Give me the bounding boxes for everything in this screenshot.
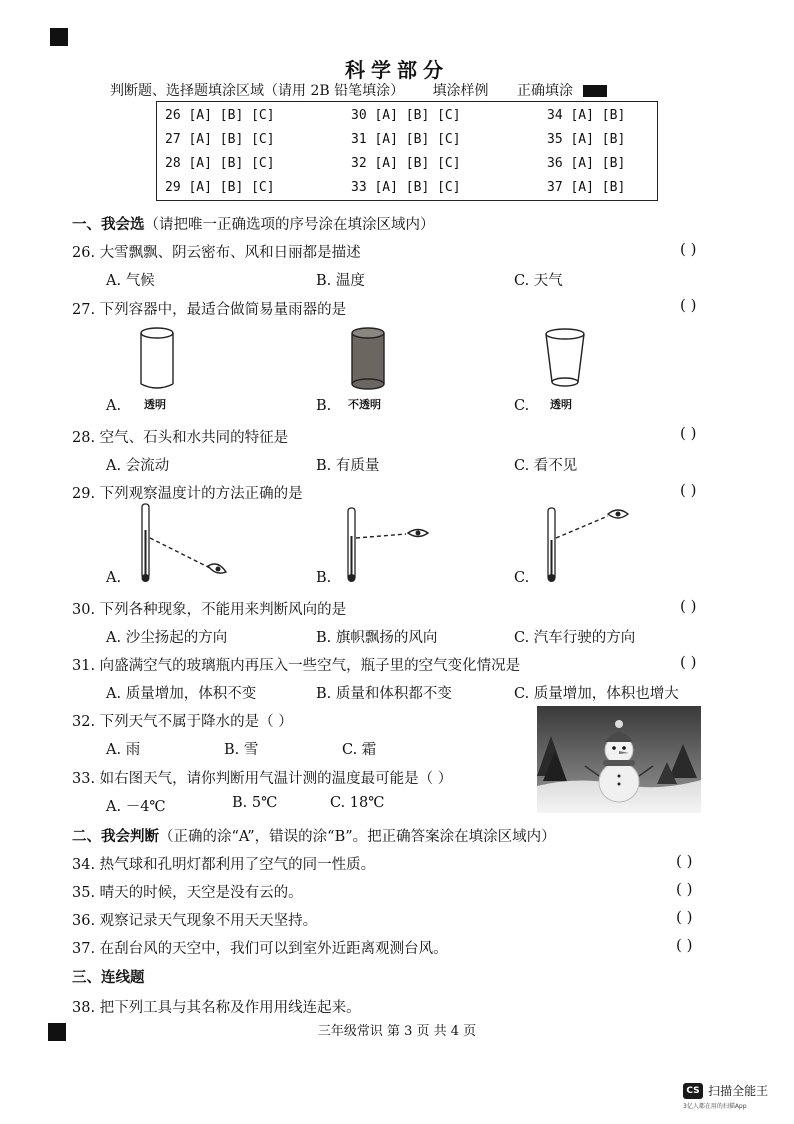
question-29: 29. 下列观察温度计的方法正确的是 — [72, 486, 303, 502]
section-heading-judge — [72, 825, 556, 846]
question-36: 36. 观察记录天气现象不用天天坚持。 — [72, 913, 318, 929]
option-b: B. 5℃ — [232, 795, 278, 811]
answer-paren: ( ) — [680, 296, 697, 314]
question-28: 28. 空气、石头和水共同的特征是 — [72, 430, 289, 446]
option-c: C. 汽车行驶的方向 — [514, 630, 636, 646]
question-26: 26. 大雪飘飘、阴云密布、风和日丽都是描述 — [72, 245, 361, 261]
correct-label: 正确填涂 — [517, 83, 574, 99]
answer-grid — [156, 101, 658, 201]
option-b: B. — [316, 570, 332, 586]
registration-mark-top — [50, 28, 68, 46]
grid-row — [157, 104, 657, 128]
option-a: A. — [106, 398, 122, 414]
option-a: A. 会流动 — [106, 458, 170, 474]
option-c: C. 看不见 — [514, 458, 578, 474]
grid-cell[interactable]: 30 [A] [B] [C] — [351, 108, 461, 123]
transparent-cylinder-icon — [136, 326, 178, 390]
option-b: B. 质量和体积都不变 — [316, 686, 452, 702]
option-b: B. 旗帜飘扬的风向 — [316, 630, 438, 646]
option-c: C. 天气 — [514, 273, 563, 289]
answer-instruction: 判断题、选择题填涂区域（请用 2B 铅笔填涂） — [110, 83, 405, 99]
answer-paren: ( ) — [676, 908, 693, 926]
grid-row — [157, 152, 657, 176]
option-b: B. 温度 — [316, 273, 365, 289]
grid-cell[interactable]: 27 [A] [B] [C] — [165, 132, 275, 147]
image-caption: 透明 — [550, 398, 572, 411]
question-27: 27. 下列容器中，最适合做简易量雨器的是 — [72, 302, 347, 318]
scanner-watermark — [683, 1080, 768, 1110]
option-b: B. — [316, 398, 332, 414]
grid-cell[interactable]: 35 [A] [B] — [547, 132, 626, 147]
option-a: A. －4℃ — [106, 799, 166, 815]
section-title: 二、我会判断 — [72, 828, 159, 845]
section-heading-matching: 三、连线题 — [72, 969, 145, 986]
grid-row — [157, 176, 657, 200]
question-34: 34. 热气球和孔明灯都利用了空气的同一性质。 — [72, 857, 376, 873]
grid-cell[interactable]: 33 [A] [B] [C] — [351, 180, 461, 195]
option-c: C. 质量增加，体积也增大 — [514, 686, 679, 702]
grid-cell[interactable]: 32 [A] [B] [C] — [351, 156, 461, 171]
question-33: 33. 如右图天气，请你判断用气温计测的温度最可能是（ ） — [72, 771, 453, 787]
answer-paren: ( ) — [680, 597, 697, 615]
answer-paren: ( ) — [680, 240, 697, 258]
section-note: （正确的涂“A”，错误的涂“B”。把正确答案涂在填涂区域内） — [159, 829, 556, 845]
answer-paren: ( ) — [676, 852, 693, 870]
section-heading-choice — [72, 213, 435, 234]
opaque-cylinder-icon — [347, 326, 389, 390]
grid-cell[interactable]: 26 [A] [B] [C] — [165, 108, 275, 123]
answer-area-header — [110, 80, 631, 100]
answer-paren: ( ) — [680, 653, 697, 671]
question-31: 31. 向盛满空气的玻璃瓶内再压入一些空气，瓶子里的空气变化情况是 — [72, 658, 521, 674]
scanner-tagline: 3亿人都在用的扫描App — [683, 1103, 747, 1110]
transparent-cup-icon — [542, 326, 588, 390]
image-caption: 不透明 — [348, 398, 381, 411]
grid-cell[interactable]: 36 [A] [B] — [547, 156, 626, 171]
option-a: A. 气候 — [106, 273, 155, 289]
option-a: A. — [106, 570, 122, 586]
grid-cell[interactable]: 29 [A] [B] [C] — [165, 180, 275, 195]
grid-row — [157, 128, 657, 152]
answer-paren: ( ) — [676, 880, 693, 898]
snowman-weather-photo — [537, 706, 701, 813]
section-note: （请把唯一正确选项的序号涂在填涂区域内） — [144, 217, 435, 233]
scanner-app-name: 扫描全能王 — [708, 1084, 769, 1098]
question-32: 32. 下列天气不属于降水的是（ ） — [72, 714, 293, 730]
filled-sample-box — [583, 85, 607, 97]
option-a: A. 质量增加，体积不变 — [106, 686, 257, 702]
question-38: 38. 把下列工具与其名称及作用用线连起来。 — [72, 1000, 361, 1016]
image-caption: 透明 — [144, 398, 166, 411]
grid-cell[interactable]: 31 [A] [B] [C] — [351, 132, 461, 147]
grid-cell[interactable]: 37 [A] [B] — [547, 180, 626, 195]
question-35: 35. 晴天的时候，天空是没有云的。 — [72, 885, 303, 901]
question-30: 30. 下列各种现象，不能用来判断风向的是 — [72, 602, 347, 618]
grid-cell[interactable]: 28 [A] [B] [C] — [165, 156, 275, 171]
thermometer-view-below-icon — [130, 500, 240, 584]
option-c: C. — [514, 570, 530, 586]
scanner-logo-icon: CS — [683, 1083, 703, 1099]
answer-paren: ( ) — [680, 481, 697, 499]
option-a: A. 沙尘扬起的方向 — [106, 630, 228, 646]
thermometer-view-above-icon — [540, 500, 650, 584]
option-a: A. 雨 — [106, 742, 141, 758]
sample-label: 填涂样例 — [432, 83, 489, 99]
grid-cell[interactable]: 34 [A] [B] — [547, 108, 626, 123]
option-c: C. 霜 — [342, 742, 377, 758]
section-title: 一、我会选 — [72, 216, 145, 233]
page-title: 科学部分 — [345, 58, 449, 82]
answer-paren: ( ) — [676, 936, 693, 954]
answer-paren: ( ) — [680, 424, 697, 442]
question-37: 37. 在刮台风的天空中，我们可以到室外近距离观测台风。 — [72, 941, 448, 957]
option-c: C. 18℃ — [330, 795, 385, 811]
option-b: B. 有质量 — [316, 458, 380, 474]
option-b: B. 雪 — [224, 742, 259, 758]
thermometer-view-level-icon — [340, 500, 450, 584]
option-c: C. — [514, 398, 530, 414]
page-footer: 三年级常识 第 3 页 共 4 页 — [317, 1024, 477, 1039]
